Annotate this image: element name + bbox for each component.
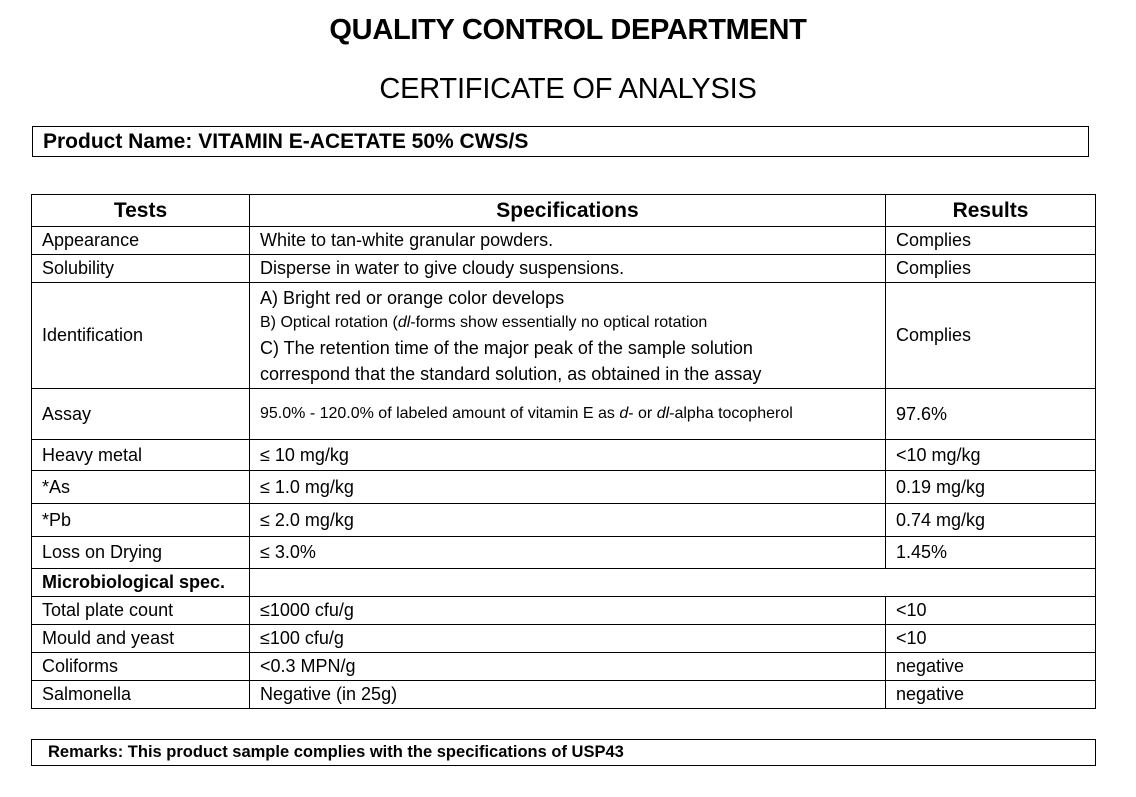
table-row xyxy=(32,440,1096,471)
table-row xyxy=(32,283,1096,389)
spec-text: B) Optical rotation ( xyxy=(260,313,398,331)
spec-italic: dl xyxy=(397,313,411,331)
test-cell: Solubility xyxy=(32,255,250,283)
spec-line-c2: correspond that the standard solution, as obtained in the assay xyxy=(260,363,762,384)
test-cell: Total plate count xyxy=(32,597,250,625)
product-name-box: Product Name: VITAMIN E-ACETATE 50% CWS/S xyxy=(32,126,1089,157)
test-cell: Assay xyxy=(32,389,250,440)
spec-cell: Disperse in water to give cloudy suspensions. xyxy=(250,255,886,283)
test-cell: Mould and yeast xyxy=(32,625,250,653)
section-heading: Microbiological spec. xyxy=(32,569,250,597)
table-row xyxy=(32,537,1096,569)
document-title: QUALITY CONTROL DEPARTMENT xyxy=(329,14,807,46)
spec-text: -forms show essentially no optical rotation xyxy=(410,313,708,331)
header-specifications: Specifications xyxy=(250,195,886,227)
result-cell: negative xyxy=(886,681,1096,709)
result-cell: 1.45% xyxy=(886,537,1096,569)
test-cell: Appearance xyxy=(32,227,250,255)
test-cell: Loss on Drying xyxy=(32,537,250,569)
spec-line-a: A) Bright red or orange color develops xyxy=(260,287,565,308)
test-cell: *Pb xyxy=(32,504,250,537)
table-row xyxy=(32,389,1096,440)
spec-cell: ≤ 2.0 mg/kg xyxy=(250,504,886,537)
spec-cell xyxy=(250,389,886,440)
table-header-row xyxy=(32,195,1096,227)
spec-italic: dl xyxy=(656,405,670,422)
spec-text: 95.0% - 120.0% of labeled amount of vitamin E as xyxy=(260,405,620,422)
spec-cell: White to tan-white granular powders. xyxy=(250,227,886,255)
header-results: Results xyxy=(886,195,1096,227)
analysis-table xyxy=(31,194,1096,709)
spec-cell: ≤ 1.0 mg/kg xyxy=(250,471,886,504)
spec-cell: <0.3 MPN/g xyxy=(250,653,886,681)
result-cell: 0.74 mg/kg xyxy=(886,504,1096,537)
spec-cell: ≤ 3.0% xyxy=(250,537,886,569)
spec-cell: Negative (in 25g) xyxy=(250,681,886,709)
spec-text: - or xyxy=(628,405,657,422)
table-row xyxy=(32,597,1096,625)
test-cell: Coliforms xyxy=(32,653,250,681)
remarks-box: Remarks: This product sample complies with the specifications of USP43 xyxy=(31,739,1096,766)
result-cell: Complies xyxy=(886,283,1096,389)
table-row xyxy=(32,227,1096,255)
table-row xyxy=(32,504,1096,537)
document-subtitle: CERTIFICATE OF ANALYSIS xyxy=(379,73,757,105)
result-cell: <10 mg/kg xyxy=(886,440,1096,471)
section-row xyxy=(32,569,1096,597)
table-row xyxy=(32,255,1096,283)
spec-cell xyxy=(250,283,886,389)
result-cell: negative xyxy=(886,653,1096,681)
result-cell: <10 xyxy=(886,597,1096,625)
spec-italic: d xyxy=(619,405,629,422)
result-cell: Complies xyxy=(886,227,1096,255)
spec-cell: ≤ 10 mg/kg xyxy=(250,440,886,471)
table-row xyxy=(32,653,1096,681)
spec-line-b xyxy=(260,311,875,335)
test-cell: Identification xyxy=(32,283,250,389)
spec-cell: ≤100 cfu/g xyxy=(250,625,886,653)
section-empty-cell xyxy=(250,569,1096,597)
test-cell: Salmonella xyxy=(32,681,250,709)
header-tests: Tests xyxy=(32,195,250,227)
table-row xyxy=(32,471,1096,504)
test-cell: Heavy metal xyxy=(32,440,250,471)
table-row xyxy=(32,681,1096,709)
spec-text: -alpha tocopherol xyxy=(669,405,793,422)
result-cell: <10 xyxy=(886,625,1096,653)
spec-line-c1: C) The retention time of the major peak of the sample solution xyxy=(260,337,753,358)
spec-cell: ≤1000 cfu/g xyxy=(250,597,886,625)
result-cell: Complies xyxy=(886,255,1096,283)
table-row xyxy=(32,625,1096,653)
result-cell: 97.6% xyxy=(886,389,1096,440)
test-cell: *As xyxy=(32,471,250,504)
result-cell: 0.19 mg/kg xyxy=(886,471,1096,504)
